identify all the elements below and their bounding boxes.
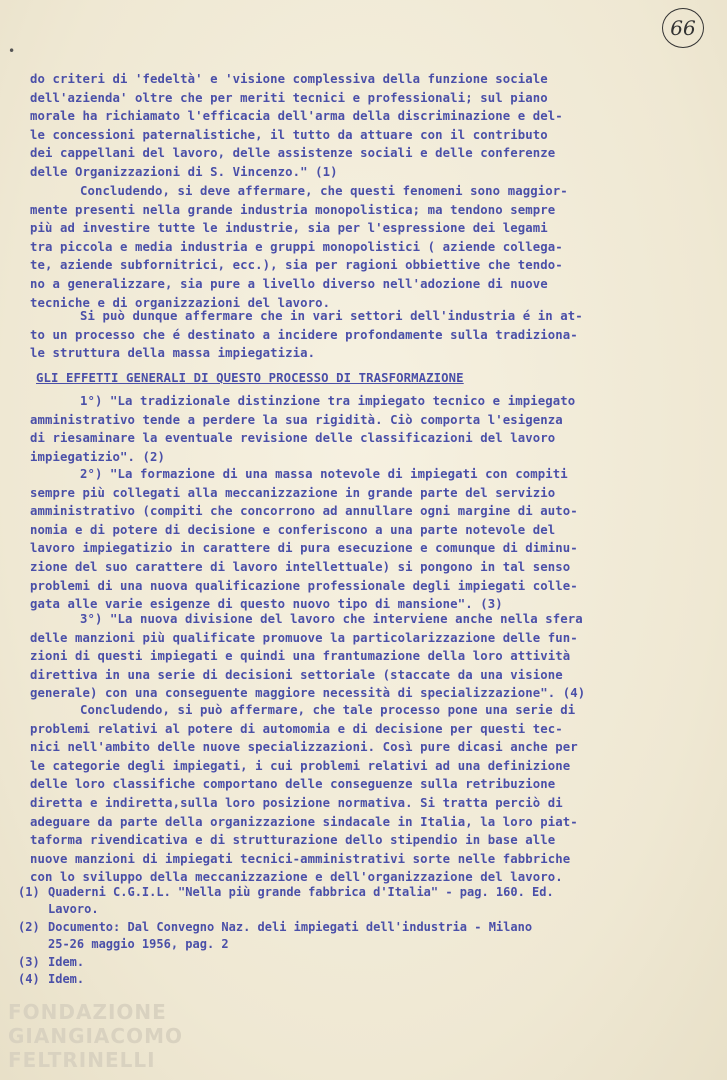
text-line: nomia e di potere di decisione e conferiscono a una parte notevole del: [30, 522, 556, 537]
text-line: dell'azienda' oltre che per meriti tecnici e professionali; sul piano: [30, 90, 548, 105]
text-line: to un processo che é destinato a incidere profondamente sulla tradiziona-: [30, 327, 578, 342]
text-line: le concessioni paternalistiche, il tutto da attuare con il contributo: [30, 127, 548, 142]
footnote: [18, 919, 708, 954]
footnote-number: (4): [18, 972, 40, 987]
text-line: più ad investire tutte le industrie, sia per l'espressione dei legami: [30, 221, 548, 236]
text-line: zioni di questi impiegati e quindi una frantumazione della loro attività: [30, 649, 571, 664]
footnote-text: Quaderni C.G.I.L. "Nella più grande fabbrica d'Italia" - pag. 160. Ed. Lavoro.: [48, 885, 554, 917]
watermark-line: FONDAZIONE: [8, 1000, 167, 1024]
paragraph-3: [30, 307, 698, 363]
text-line: diretta e indiretta,sulla loro posizione normativa. Si tratta perciò di: [30, 795, 563, 810]
text-line: le categorie degli impiegati, i cui problemi relativi ad una definizione: [30, 758, 571, 773]
text-line: gata alle varie esigenze di questo nuovo tipo di mansione". (3): [30, 597, 503, 612]
text-line: nici nell'ambito delle nuove specializzazioni. Così pure dicasi anche per: [30, 740, 578, 755]
text-line: direttiva in una serie di decisioni settoriale (staccate da una visione: [30, 667, 563, 682]
text-line: amministrativo tende a perdere la sua rigidità. Ciò comporta l'esigenza: [30, 412, 563, 427]
footnote: [18, 884, 708, 919]
footnote-number: (2): [18, 919, 40, 934]
text-line: zione del suo carattere di lavoro intellettuale) si pongono in tal senso: [30, 559, 571, 574]
text-line: Si può dunque affermare che in vari settori dell'industria é in at-: [80, 309, 583, 323]
text-line: problemi relativi al potere di automomia e di decisione per questi tec-: [30, 721, 563, 736]
footnote: [18, 954, 708, 971]
text-line: problemi di una nuova qualificazione professionale degli impiegati colle-: [30, 578, 578, 593]
footnote-number: (3): [18, 954, 40, 969]
text-line: no a generalizzare, sia pure a livello diverso nell'adozione di nuove: [30, 276, 548, 291]
text-line: generale) con una conseguente maggiore necessità di specializzazione". (4): [30, 686, 586, 701]
text-line: di riesaminare la eventuale revisione delle classificazioni del lavoro: [30, 431, 556, 446]
text-line: con lo sviluppo della meccanizzazione e dell'organizzazione del lavoro.: [30, 870, 563, 885]
text-line: delle loro classifiche comportano delle conseguenze sulla retribuzione: [30, 777, 556, 792]
text-line: nuove manzioni di impiegati tecnici-amministrativi sorte nelle fabbriche: [30, 851, 571, 866]
text-line: adeguare da parte della organizzazione sindacale in Italia, la loro piat-: [30, 814, 578, 829]
watermark-line: GIANGIACOMO: [8, 1024, 183, 1048]
text-line: te, aziende subfornitrici, ecc.), sia per ragioni obbiettive che tendo-: [30, 258, 563, 273]
text-line: 1°) "La tradizionale distinzione tra impiegato tecnico e impiegato: [80, 394, 576, 408]
text-line: Concludendo, si può affermare, che tale processo pone una serie di: [80, 703, 576, 717]
text-line: dei cappellani del lavoro, delle assistenze sociali e delle conferenze: [30, 146, 556, 161]
footnote: [18, 971, 708, 988]
margin-mark: •: [8, 44, 16, 58]
paragraph-7: [30, 701, 698, 887]
text-line: delle Organizzazioni di S. Vincenzo." (1): [30, 164, 338, 179]
text-line: le struttura della massa impiegatizia.: [30, 346, 316, 361]
paragraph-2: [30, 182, 698, 312]
footnote-number: (1): [18, 885, 40, 899]
text-line: delle manzioni più qualificate promuove la particolarizzazione delle fun-: [30, 630, 578, 645]
text-line: do criteri di 'fedeltà' e 'visione complessiva della funzione sociale: [30, 72, 548, 86]
text-line: mente presenti nella grande industria monopolistica; ma tendono sempre: [30, 202, 556, 217]
text-line: sempre più collegati alla meccanizzazione in grande parte del servizio: [30, 485, 556, 500]
text-line: tra piccola e media industria e gruppi monopolistici ( aziende collega-: [30, 239, 563, 254]
watermark-line: FELTRINELLI: [8, 1048, 156, 1072]
watermark: [8, 1000, 183, 1072]
text-line: morale ha richiamato l'efficacia dell'arma della discriminazione e del-: [30, 109, 563, 124]
paragraph-1: [30, 70, 698, 182]
text-line: Concludendo, si deve affermare, che questi fenomeni sono maggior-: [80, 184, 568, 198]
text-line: tecniche e di organizzazioni del lavoro.: [30, 295, 331, 310]
footnote-text: Idem.: [48, 972, 85, 987]
text-line: impiegatizio". (2): [30, 449, 166, 464]
text-line: 2°) "La formazione di una massa notevole di impiegati con compiti: [80, 467, 568, 481]
page-number: 66: [662, 8, 704, 48]
footnote-text: Documento: Dal Convegno Naz. deli impiegati dell'industria - Milano 25-26 maggio 1956, pag. 2: [48, 919, 533, 952]
section-heading: GLI EFFETTI GENERALI DI QUESTO PROCESSO DI TRASFORMAZIONE: [36, 371, 464, 385]
paragraph-4: [30, 392, 698, 466]
text-line: amministrativo (compiti che concorrono ad annullare ogni margine di auto-: [30, 504, 578, 519]
text-line: taforma rivendicativa e di strutturazione dello stipendio in base alle: [30, 833, 556, 848]
text-line: 3°) "La nuova divisione del lavoro che interviene anche nella sfera: [80, 612, 583, 626]
footnote-text: Idem.: [48, 954, 85, 969]
paragraph-6: [30, 610, 698, 703]
paragraph-5: [30, 465, 698, 614]
text-line: lavoro impiegatizio in carattere di pura esecuzione e comunque di diminu-: [30, 541, 578, 556]
footnotes: [18, 884, 708, 988]
